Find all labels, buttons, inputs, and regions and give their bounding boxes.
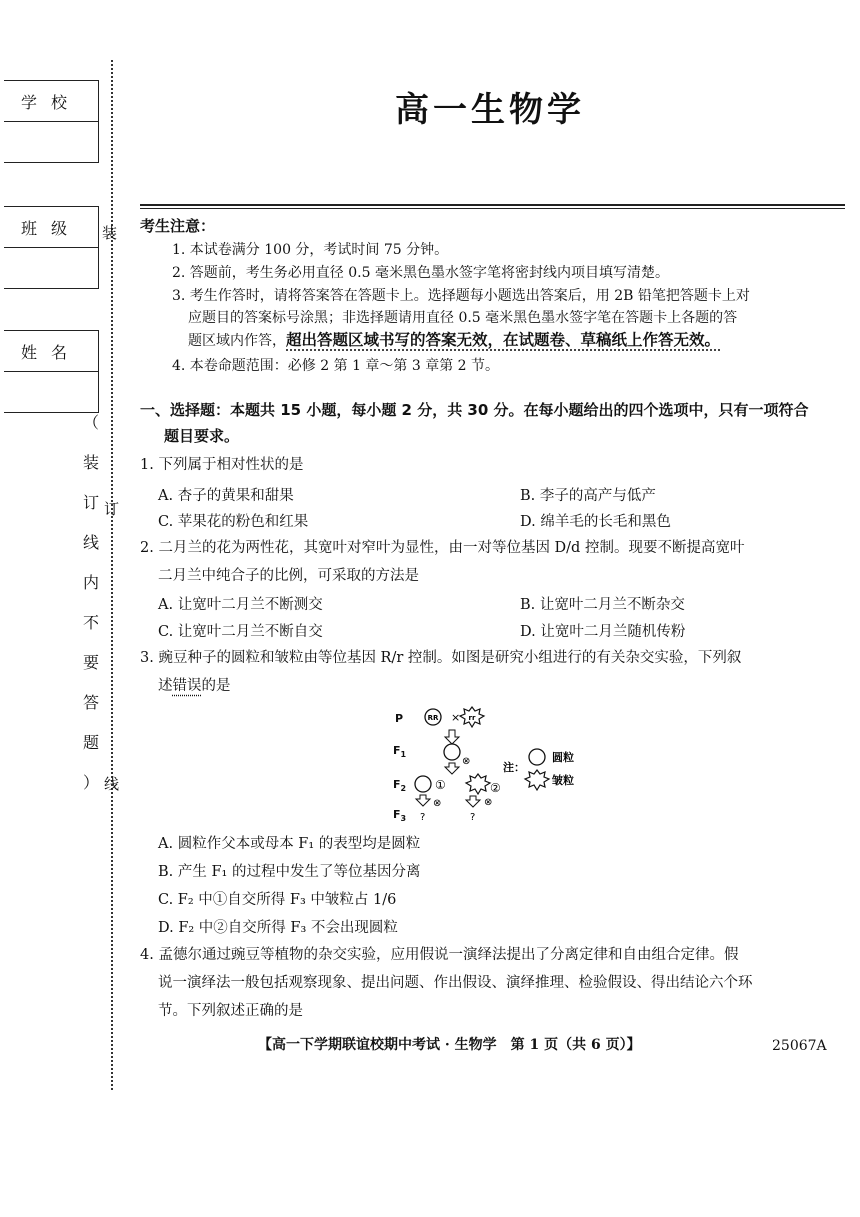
q1-option-b[interactable]: B. 李子的高产与低产: [520, 488, 656, 504]
legend-wrinkled: 皱粒: [552, 774, 574, 787]
q4-stem-cont: 说一演绎法一般包括观察现象、提出问题、作出假设、演绎推理、检验假设、得出结论六个环: [158, 975, 753, 991]
unknown-mark: ?: [470, 812, 476, 823]
legend-round: 圆粒: [552, 751, 574, 764]
unknown-mark: ?: [420, 812, 426, 823]
self-symbol: ⊗: [484, 797, 493, 808]
q3-stem-text: 述: [158, 678, 173, 694]
notice-heading: 考生注意：: [140, 217, 216, 235]
exam-code: 25067A: [772, 1038, 827, 1054]
q3-stem-text: 的是: [201, 678, 231, 694]
q3-option-b[interactable]: B. 产生 F₁ 的过程中发生了等位基因分离: [158, 864, 421, 880]
q2-option-a[interactable]: A. 让宽叶二月兰不断测交: [158, 597, 323, 613]
notice-item-3c-plain: 题区域内作答，: [188, 333, 286, 349]
q1-option-c[interactable]: C. 苹果花的粉色和红果: [158, 514, 309, 530]
cross-symbol: ×: [451, 711, 461, 724]
vertical-note: [80, 410, 102, 810]
vertical-note-char: 答: [82, 693, 99, 712]
school-box: [4, 80, 99, 163]
genotype-rr: rr: [468, 714, 476, 722]
q2-stem: 2. 二月兰的花为两性花，其宽叶对窄叶为显性，由一对等位基因 D/d 控制。现要不断提高宽叶: [140, 540, 745, 556]
q1-stem: 1. 下列属于相对性状的是: [140, 457, 304, 473]
seal-char-zhuang: 装: [102, 224, 118, 242]
q3-stem-cont: [158, 676, 231, 696]
vertical-note-char: 要: [82, 653, 99, 672]
arrow-down-icon: [445, 730, 459, 744]
q3-option-a[interactable]: A. 圆粒作父本或母本 F₁ 的表型均是圆粒: [158, 836, 421, 852]
name-label: 姓名: [4, 331, 98, 372]
legend-wrinkled-icon: [525, 770, 549, 790]
seal-char-xian: 线: [104, 775, 120, 793]
q1-option-a[interactable]: A. 杏子的黄果和甜果: [158, 488, 294, 504]
q2-option-c[interactable]: C. 让宽叶二月兰不断自交: [158, 624, 323, 640]
vertical-note-char: 题: [82, 733, 99, 752]
legend-note: 注：: [503, 761, 525, 774]
q3-option-d[interactable]: D. F₂ 中②自交所得 F₃ 不会出现圆粒: [158, 920, 398, 936]
vertical-note-char: 装: [82, 453, 99, 472]
page-footer: 【高一下学期联谊校期中考试 · 生物学 第 1 页（共 6 页）】: [258, 1037, 641, 1053]
q3-stem: 3. 豌豆种子的圆粒和皱粒由等位基因 R/r 控制。如图是研究小组进行的有关杂交实验，下列叙: [140, 650, 742, 666]
self-symbol: ⊗: [433, 798, 442, 809]
legend-round-icon: [529, 749, 545, 765]
section1-heading-cont: 题目要求。: [164, 427, 240, 445]
arrow-down-icon: [466, 796, 480, 807]
cross-diagram: [385, 700, 615, 825]
seal-char-ding: 订: [104, 500, 120, 518]
notice-item-1: 1. 本试卷满分 100 分，考试时间 75 分钟。: [172, 242, 449, 258]
q2-option-d[interactable]: D. 让宽叶二月兰随机传粉: [520, 624, 686, 640]
class-label: 班级: [4, 207, 98, 248]
label-f2: $F_2$: [393, 778, 407, 793]
page-title: 高一生物学: [395, 90, 585, 130]
section1-heading: 一、选择题：本题共 15 小题，每小题 2 分，共 30 分。在每小题给出的四个选项中，只有一项符合: [140, 401, 809, 419]
vertical-note-char: （: [82, 413, 99, 432]
seal-dotted-line: [111, 60, 113, 1090]
label-p: P: [395, 712, 404, 725]
label-f1: $F_1$: [393, 744, 407, 759]
notice-item-4: 4. 本卷命题范围：必修 2 第 1 章～第 3 章第 2 节。: [172, 358, 500, 374]
class-field[interactable]: [4, 248, 98, 288]
notice-item-3b: 应题目的答案标号涂黑；非选择题请用直径 0.5 毫米黑色墨水签字笔在答题卡上各题的答: [188, 310, 738, 326]
vertical-note-char: 内: [82, 573, 99, 592]
q3-stem-emphasis: 错误: [172, 678, 202, 694]
q2-option-b[interactable]: B. 让宽叶二月兰不断杂交: [520, 597, 685, 613]
notice-item-3c-emphasis: 超出答题区域书写的答案无效，在试题卷、草稿纸上作答无效。: [286, 331, 721, 349]
notice-item-2: 2. 答题前，考生务必用直径 0.5 毫米黑色墨水签字笔将密封线内项目填写清楚。: [172, 265, 669, 281]
vertical-note-char: ）: [82, 773, 99, 792]
school-label: 学校: [4, 81, 98, 122]
q4-stem-cont2: 节。下列叙述正确的是: [158, 1003, 303, 1019]
q1-option-d[interactable]: D. 绵羊毛的长毛和黑色: [520, 514, 671, 530]
q2-stem-cont: 二月兰中纯合子的比例，可采取的方法是: [158, 568, 419, 584]
genotype-RR: RR: [427, 714, 439, 722]
q3-option-c[interactable]: C. F₂ 中①自交所得 F₃ 中皱粒占 1/6: [158, 892, 397, 908]
label-f3: $F_3$: [393, 808, 407, 823]
class-box: [4, 206, 99, 289]
f1-round-seed: [444, 744, 460, 760]
f2-round-seed: [415, 776, 431, 792]
f2-wrinkled-seed: [466, 774, 490, 794]
school-field[interactable]: [4, 122, 98, 162]
self-symbol: ⊗: [462, 756, 471, 767]
mark-1: ①: [435, 778, 446, 792]
mark-2: ②: [490, 781, 501, 795]
title-rule-thin: [140, 208, 845, 209]
title-rule: [140, 204, 845, 206]
vertical-note-char: 线: [82, 533, 99, 552]
name-box: [4, 330, 99, 413]
vertical-note-char: 订: [82, 493, 99, 512]
arrow-down-icon: [445, 763, 459, 774]
vertical-note-char: 不: [82, 613, 99, 632]
name-field[interactable]: [4, 372, 98, 412]
notice-item-3c: [188, 330, 720, 351]
arrow-down-icon: [416, 795, 430, 806]
q4-stem: 4. 孟德尔通过豌豆等植物的杂交实验，应用假说一演绎法提出了分离定律和自由组合定律。假: [140, 947, 739, 963]
notice-item-3a: 3. 考生作答时，请将答案答在答题卡上。选择题每小题选出答案后，用 2B 铅笔把答题卡上对: [172, 288, 750, 304]
